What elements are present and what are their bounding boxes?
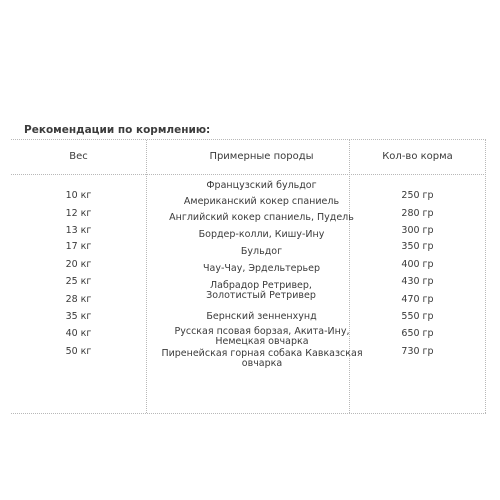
amount-cell: 350 гр (401, 241, 434, 252)
breed-cell: Бульдог (240, 246, 283, 257)
weight-cell: 40 кг (65, 328, 92, 339)
column-header-breeds: Примерные породы (209, 151, 314, 162)
amount-cell: 280 гр (401, 208, 434, 219)
breed-cell: Бордер-колли, Кишу-Ину (198, 229, 325, 240)
breed-cell: Французский бульдог (206, 180, 317, 191)
column-divider (146, 140, 147, 413)
weight-cell: 17 кг (65, 241, 92, 252)
amount-cell: 650 гр (401, 328, 434, 339)
header-divider (11, 174, 486, 175)
breed-cell: Бернский зенненхунд (206, 311, 317, 322)
column-header-amount: Кол-во корма (382, 151, 453, 162)
weight-cell: 13 кг (65, 225, 92, 236)
amount-cell: 300 гр (401, 225, 434, 236)
weight-cell: 25 кг (65, 276, 92, 287)
breed-cell: Пиренейская горная собака Кавказская овчарка (161, 348, 363, 369)
amount-cell: 470 гр (401, 294, 434, 305)
breed-cell: Лабрадор Ретривер, Золотистый Ретривер (206, 280, 316, 301)
breed-cell: Английский кокер спаниель, Пудель (169, 212, 354, 223)
amount-cell: 400 гр (401, 259, 434, 270)
column-header-weight: Вес (69, 151, 88, 162)
amount-cell: 550 гр (401, 311, 434, 322)
breed-cell: Русская псовая борзая, Акита-Ину, Немецкая овчарка (174, 326, 350, 347)
weight-cell: 10 кг (65, 190, 92, 201)
breed-cell: Чау-Чау, Эрдельтерьер (202, 263, 320, 274)
weight-cell: 20 кг (65, 259, 92, 270)
page-title: Рекомендации по кормлению: (24, 124, 211, 136)
amount-cell: 430 гр (401, 276, 434, 287)
weight-cell: 50 кг (65, 346, 92, 357)
breed-cell: Американский кокер спаниель (183, 196, 340, 207)
amount-cell: 250 гр (401, 190, 434, 201)
weight-cell: 28 кг (65, 294, 92, 305)
feeding-table (11, 139, 486, 414)
weight-cell: 35 кг (65, 311, 92, 322)
amount-cell: 730 гр (401, 346, 434, 357)
weight-cell: 12 кг (65, 208, 92, 219)
